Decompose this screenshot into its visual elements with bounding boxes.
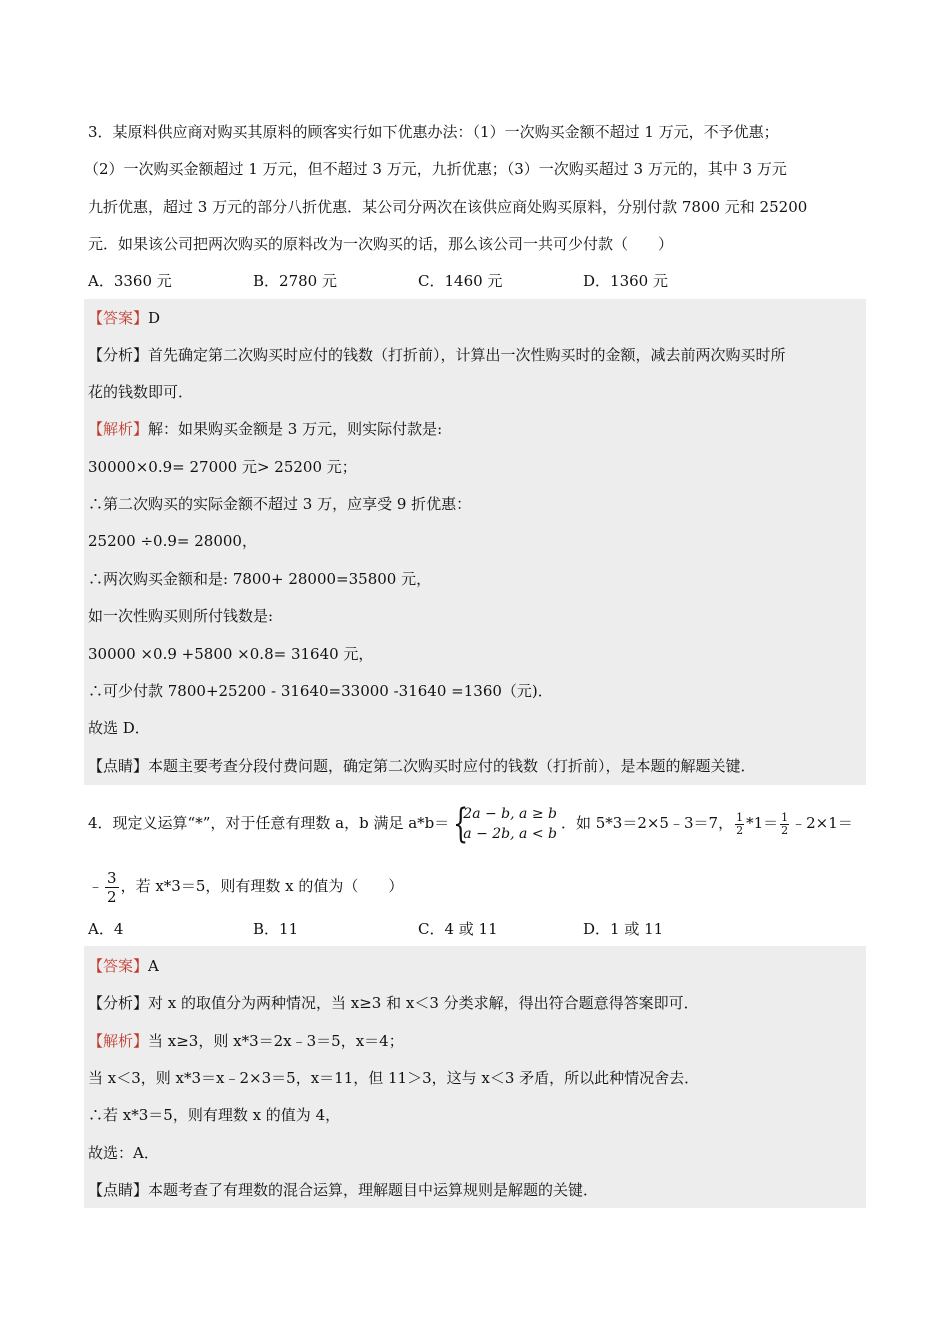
q3-solution-line: 故选 D． [88,719,150,737]
q3-option-a: A．3360 元 [88,272,172,290]
q3-solution-line: ∴两次购买金额和是: 7800+ 28000=35800 元， [88,570,432,588]
solution-tag: 【解析】 [88,1032,149,1050]
piece-row-1: 2a − b, a ≥ b [463,806,557,822]
q3-option-b: B．2780 元 [253,272,337,290]
fraction-denominator: 2 [107,887,117,906]
q4-option-d: D．1 或 11 [583,920,664,938]
q4-comment [88,1179,598,1201]
solution-tag: 【解析】 [88,420,149,438]
minus-sign: ﹣ [88,877,104,895]
fraction-three-halves [105,869,119,906]
fraction-numerator: 3 [107,868,117,887]
analysis-text: 对 x 的取值分为两种情况，当 x≥3 和 x＜3 分类求解，得出符合题意得答案即可． [148,994,699,1012]
answer-value: D [148,309,161,327]
q3-answer [88,307,160,329]
q3-solution-line: 30000×0.9= 27000 元> 25200 元； [88,458,357,476]
q4-answer [88,955,159,977]
q3-stem-line-4: 元．如果该公司把两次购买的原料改为一次购买的话，那么该公司一共可少付款（ ） [88,235,674,253]
fraction-numerator: 1 [781,810,789,824]
q4-stem-b: ．如 5*3＝2×5﹣3＝7， [560,814,734,832]
q4-stem-d: ﹣2×1＝ [791,814,853,832]
solution-head: 解：如果购买金额是 3 万元，则实际付款是: [148,420,443,438]
q4-stem-e: ，若 x*3＝5，则有理数 x 的值为（ ） [120,877,404,895]
q4-option-b: B．11 [253,920,299,938]
q4-solution-line: ∴若 x*3＝5，则有理数 x 的值为 4， [88,1106,341,1124]
q3-stem-line-2: （2）一次购买金额超过 1 万元，但不超过 3 万元，九折优惠；（3）一次购买超过 3 万元的，其中 3 万元 [84,160,787,178]
answer-value: A [148,957,159,975]
q3-solution-line: ∴第二次购买的实际金额不超过 3 万，应享受 9 折优惠： [88,495,472,513]
q4-option-a: A．4 [88,920,124,938]
analysis-tag: 【分析】 [88,346,149,364]
fraction-numerator: 1 [736,810,744,824]
comment-tag: 【点睛】 [88,757,149,775]
q4-solution-line: 故选：A． [88,1144,159,1162]
q4-analysis [88,992,699,1014]
q3-option-d: D．1360 元 [583,272,668,290]
q3-solution-line: ∴可少付款 7800+25200 - 31640=33000 -31640 =1360（元)． [88,682,553,700]
q3-option-c: C．1460 元 [418,272,503,290]
solution-head: 当 x≥3，则 x*3＝2x﹣3＝5，x＝4； [148,1032,404,1050]
q3-solution-line: 30000 ×0.9 +5800 ×0.8= 31640 元， [88,645,374,663]
q4-solution [88,1030,404,1052]
q3-comment [88,755,756,777]
q4-stem-c: *1＝ [746,814,779,832]
q4-stem-a: 4．现定义运算“*”，对于任意有理数 a，b 满足 a*b＝ [88,814,450,832]
fraction-one-half [735,812,744,837]
q4-option-c: C．4 或 11 [418,920,498,938]
q4-stem-line-2 [88,864,403,908]
q3-analysis [88,344,786,366]
q3-solution-line: 25200 ÷0.9= 28000， [88,532,257,550]
q3-solution [88,418,442,440]
q3-stem-line-3: 九折优惠，超过 3 万元的部分八折优惠．某公司分两次在该供应商处购买原料，分别付款 7800 元和 25200 [88,198,808,216]
q3-analysis-cont: 花的钱数即可． [88,383,194,401]
q4-solution-line: 当 x＜3，则 x*3＝x﹣2×3＝5，x＝11，但 11＞3，这与 x＜3 矛盾，所以此种情况舍去． [88,1069,700,1087]
comment-text: 本题考查了有理数的混合运算，理解题目中运算规则是解题的关键． [148,1181,599,1199]
analysis-text: 首先确定第二次购买时应付的钱数（打折前），计算出一次性购买时的金额，减去前两次购买时所 [148,346,786,364]
answer-tag: 【答案】 [88,957,149,975]
fraction-denominator: 2 [781,823,789,837]
fraction-one-half [780,812,789,837]
brace-icon: { [453,801,469,847]
q3-solution-line: 如一次性购买则所付钱数是: [88,607,274,625]
fraction-denominator: 2 [736,823,744,837]
answer-tag: 【答案】 [88,309,149,327]
comment-text: 本题主要考查分段付费问题，确定第二次购买时应付的钱数（打折前），是本题的解题关键． [148,757,756,775]
q3-stem-line-1: 3．某原料供应商对购买其原料的顾客实行如下优惠办法：（1）一次购买金额不超过 1 万元，不予优惠； [88,123,779,141]
comment-tag: 【点睛】 [88,1181,149,1199]
analysis-tag: 【分析】 [88,994,149,1012]
piecewise-definition [453,801,557,847]
piece-row-2: a − 2b, a < b [463,826,557,842]
q4-stem-line-1 [88,800,853,846]
